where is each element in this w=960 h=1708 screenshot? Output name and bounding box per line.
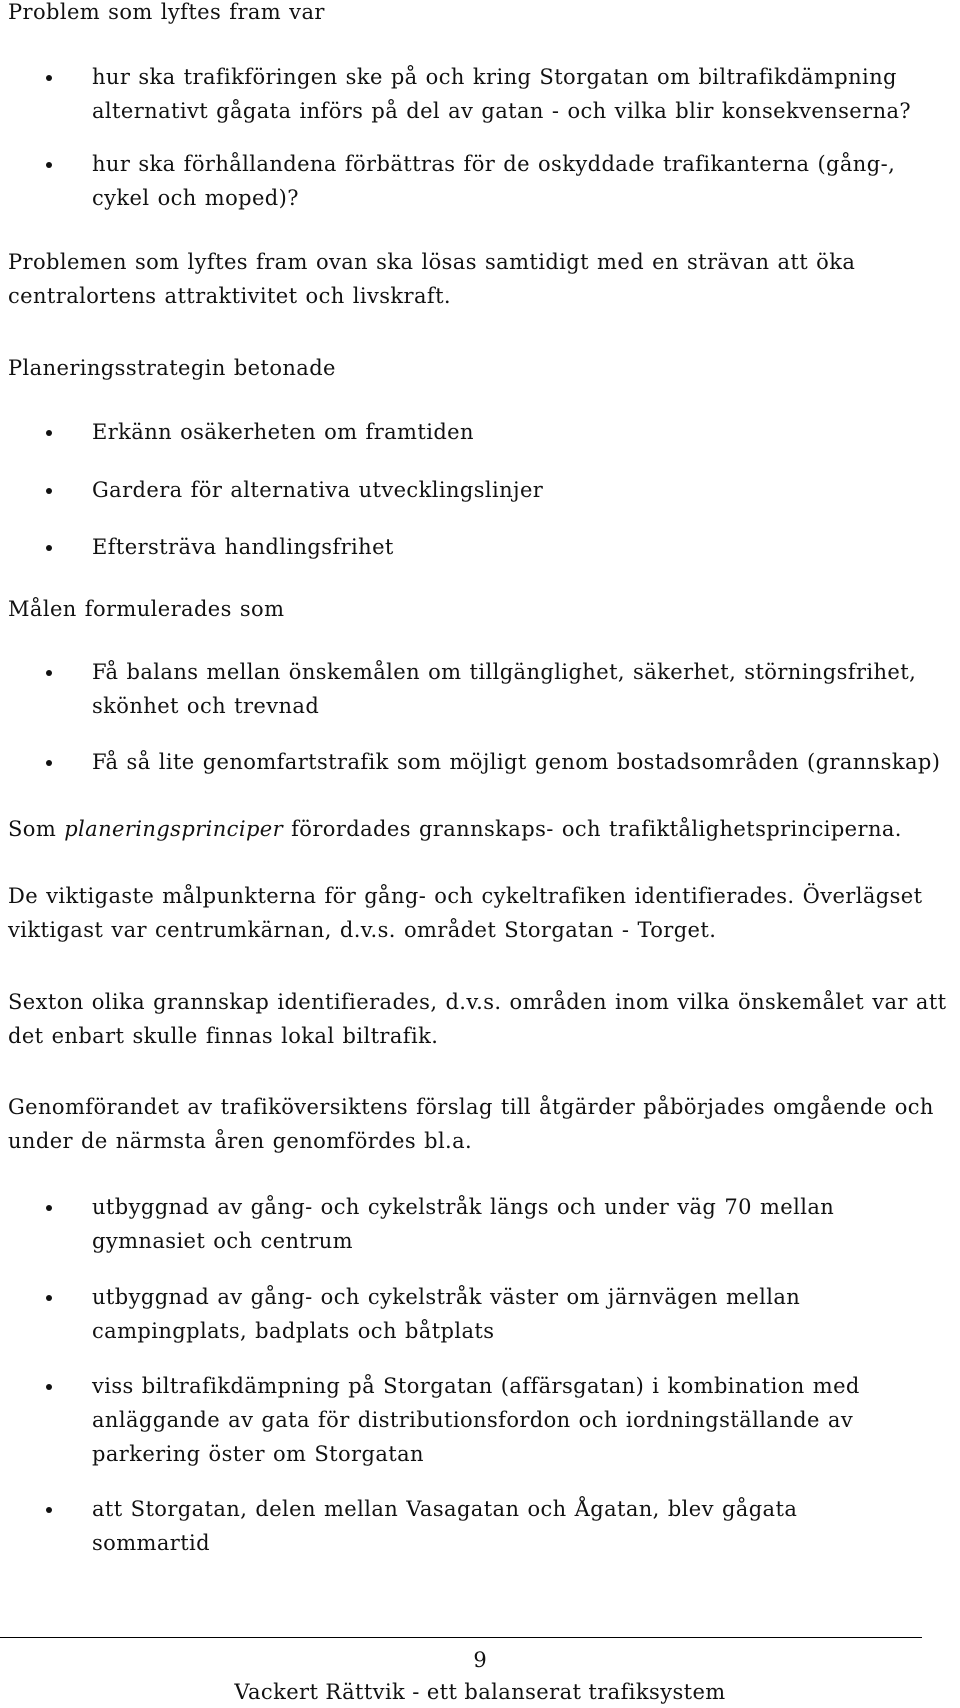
section-heading: Målen formulerades som <box>8 597 285 621</box>
paragraph-line: det enbart skulle finnas lokal biltrafik. <box>8 1024 439 1048</box>
bullet-line: Få så lite genomfartstrafik som möjligt genom bostadsområden (grannskap) <box>92 750 941 774</box>
bullet-line: skönhet och trevnad <box>92 694 320 718</box>
paragraph-line: centralortens attraktivitet och livskraft. <box>8 284 451 308</box>
bullet-icon <box>46 545 52 551</box>
bullet-line: anläggande av gata för distributionsfordon och iordningställande av <box>92 1408 854 1432</box>
section-heading: Planeringsstrategin betonade <box>8 356 336 380</box>
page-number: 9 <box>473 1648 487 1672</box>
paragraph-line: De viktigaste målpunkterna för gång- och cykeltrafiken identifierades. Överlägset <box>8 884 923 908</box>
bullet-icon <box>46 1384 52 1390</box>
section-heading: Problem som lyftes fram var <box>8 0 325 24</box>
bullet-icon <box>46 162 52 168</box>
paragraph-line: Problemen som lyftes fram ovan ska lösas samtidigt med en strävan att öka <box>8 250 856 274</box>
bullet-line: gymnasiet och centrum <box>92 1229 353 1253</box>
bullet-line: utbyggnad av gång- och cykelstråk längs och under väg 70 mellan <box>92 1195 835 1219</box>
paragraph-line: viktigast var centrumkärnan, d.v.s. området Storgatan - Torget. <box>8 918 717 942</box>
bullet-line: sommartid <box>92 1531 211 1555</box>
paragraph-line: Sexton olika grannskap identifierades, d.v.s. områden inom vilka önskemålet var att <box>8 990 947 1014</box>
bullet-icon <box>46 430 52 436</box>
bullet-icon <box>46 488 52 494</box>
paragraph <box>8 879 922 947</box>
footer-title: Vackert Rättvik - ett balanserat trafiksystem <box>234 1680 726 1704</box>
bullet-line: viss biltrafikdämpning på Storgatan (affärsgatan) i kombination med <box>92 1374 860 1398</box>
bullet-icon <box>46 1507 52 1513</box>
bullet-line: Gardera för alternativa utvecklingslinjer <box>92 478 544 502</box>
bullet-line: Få balans mellan önskemålen om tillgänglighet, säkerhet, störningsfrihet, <box>92 660 917 684</box>
footer-divider <box>0 1637 922 1638</box>
bullet-line: hur ska förhållandena förbättras för de oskyddade trafikanterna (gång-, <box>92 152 896 176</box>
bullet-line: alternativt gågata införs på del av gatan - och vilka blir konsekvenserna? <box>92 99 912 123</box>
paragraph <box>8 985 947 1053</box>
bullet-icon <box>46 670 52 676</box>
bullet-line: campingplats, badplats och båtplats <box>92 1319 495 1343</box>
paragraph-text: Som <box>8 817 65 841</box>
paragraph-line: Genomförandet av trafiköversiktens förslag till åtgärder påbörjades omgående och <box>8 1095 934 1119</box>
bullet-line: att Storgatan, delen mellan Vasagatan och Ågatan, blev gågata <box>92 1497 798 1521</box>
bullet-line: parkering öster om Storgatan <box>92 1442 424 1466</box>
paragraph <box>8 1090 934 1158</box>
paragraph-line: under de närmsta åren genomfördes bl.a. <box>8 1129 473 1153</box>
bullet-line: hur ska trafikföringen ske på och kring Storgatan om biltrafikdämpning <box>92 65 897 89</box>
bullet-icon <box>46 75 52 81</box>
bullet-line: cykel och moped)? <box>92 186 299 210</box>
bullet-line: Eftersträva handlingsfrihet <box>92 535 394 559</box>
bullet-line: utbyggnad av gång- och cykelstråk väster om järnvägen mellan <box>92 1285 801 1309</box>
bullet-line: Erkänn osäkerheten om framtiden <box>92 420 474 444</box>
paragraph <box>8 812 902 846</box>
bullet-icon <box>46 1205 52 1211</box>
bullet-icon <box>46 760 52 766</box>
bullet-icon <box>46 1295 52 1301</box>
paragraph-text: förordades grannskaps- och trafiktålighetsprinciperna. <box>283 817 902 841</box>
paragraph <box>8 245 855 313</box>
emphasis-text: planeringsprinciper <box>64 817 284 841</box>
